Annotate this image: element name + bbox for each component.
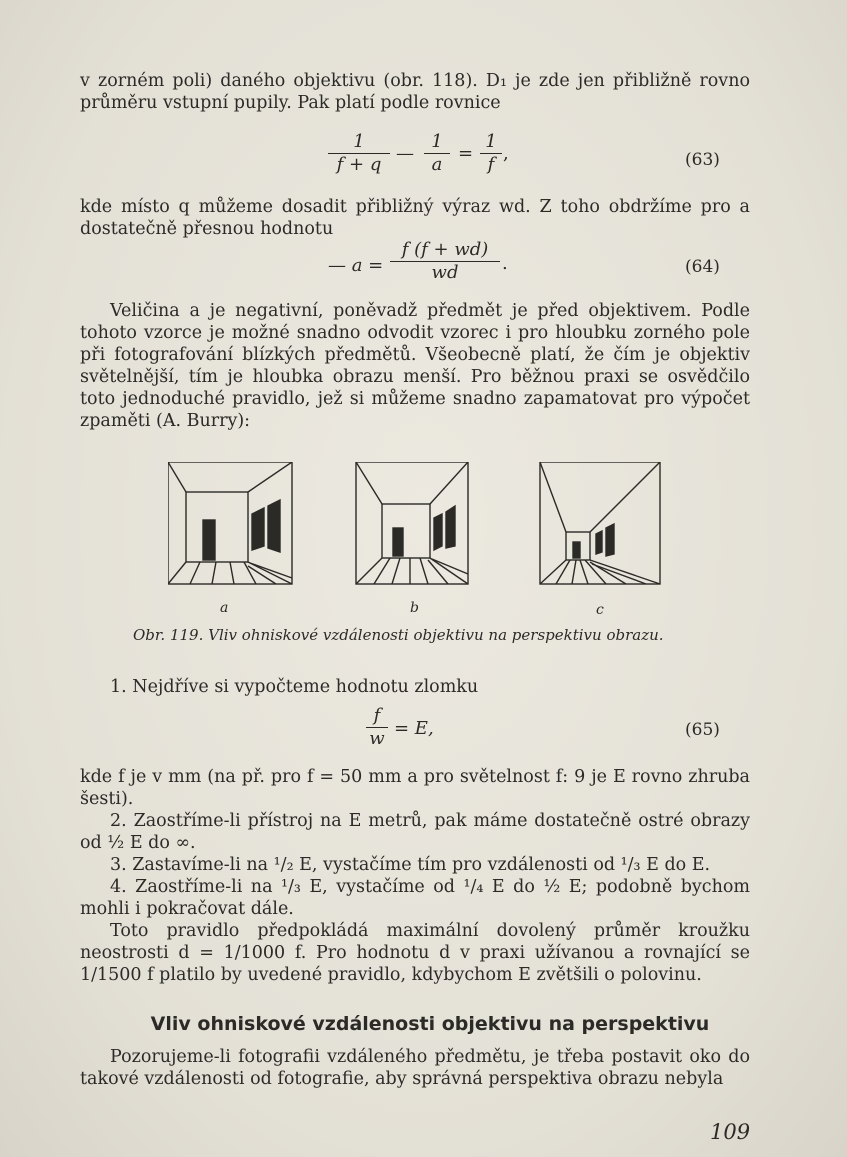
eq63-num2: 1	[424, 132, 450, 154]
room-b-illustration	[356, 462, 468, 584]
paragraph-5: Toto pravidlo předpokládá maximální dovolený průměr kroužku neostrosti d = 1/1000 f. Pro hodnotu d v praxi užívanou a rovnající se 1/1500 f platilo by uvedené pravidlo, kdybychom E zvětšili o polovinu.	[80, 921, 750, 985]
eq63-minus: —	[396, 143, 414, 164]
paragraph-6: Pozorujeme-li fotografii vzdáleného předmětu, je třeba postavit oko do takové vzdálenosti od fotografie, aby správná perspektiva obrazu nebyla	[80, 1047, 750, 1089]
page-number: 109	[710, 1120, 751, 1144]
eq63-label: (63)	[685, 150, 720, 170]
eq65-rhs: = E,	[394, 718, 434, 739]
eq63-frac2	[424, 132, 450, 176]
section-heading: Vliv ohniskové vzdálenosti objektivu na perspektivu	[150, 1013, 710, 1035]
figure-label-a: a	[220, 600, 229, 616]
eq63-frac1	[328, 132, 390, 176]
eq65-label: (65)	[685, 720, 720, 740]
room-c-illustration	[540, 462, 660, 584]
paragraph-2: kde místo q můžeme dosadit přibližný výraz wd. Z toho obdržíme pro a dostatečně přesnou hodnotu	[80, 197, 750, 239]
eq63-num1: 1	[328, 132, 390, 154]
eq63-den2: a	[431, 154, 443, 175]
eq63-equals: =	[458, 143, 474, 164]
figure-119	[168, 462, 708, 596]
eq64-label: (64)	[685, 257, 720, 277]
figure-caption: Obr. 119. Vliv ohniskové vzdálenosti objektivu na perspektivu obrazu.	[133, 626, 664, 644]
room-a-illustration	[168, 462, 292, 584]
step-1: 1. Nejdříve si vypočteme hodnotu zlomku	[110, 677, 479, 697]
eq64-lhs: — a =	[328, 255, 384, 276]
step-3: 3. Zastavíme-li na ¹/₂ E, vystačíme tím pro vzdálenosti od ¹/₃ E do E.	[110, 855, 711, 875]
paragraph-3: Veličina a je negativní, poněvadž předmět je před objektivem. Podle tohoto vzorce je možné snadno odvodit vzorec i pro hloubku zorného pole při fotografování blízkých předmětů. Všeobecně platí, že čím je objektiv světelnější, tím je hloubka obrazu menší. Pro běžnou praxi se osvědčilo toto jednoduché pravidlo, jež si můžeme snadno zapamatovat pro výpočet zpaměti (A. Burry):	[80, 301, 750, 431]
eq63-num3: 1	[480, 132, 502, 154]
eq63-frac3	[480, 132, 502, 176]
eq64-dot: .	[502, 253, 508, 274]
step-2: 2. Zaostříme-li přístroj na E metrů, pak máme dostatečně ostré obrazy od ½ E do ∞.	[80, 811, 750, 853]
step-4: 4. Zaostříme-li na ¹/₃ E, vystačíme od ¹/₄ E do ½ E; podobně bychom mohli i pokračovat dále.	[80, 877, 750, 919]
eq64-num: f (f + wd)	[390, 240, 500, 262]
eq63-den3: f	[487, 154, 495, 175]
eq64-den: wd	[431, 262, 459, 283]
eq63-den1: f + q	[336, 154, 382, 175]
eq65-den: w	[369, 728, 385, 749]
figure-label-b: b	[410, 600, 419, 616]
eq65-frac	[366, 706, 388, 750]
eq63-comma: ,	[503, 143, 509, 164]
eq65-num: f	[366, 706, 388, 728]
figure-label-c: c	[596, 602, 604, 618]
eq64-frac	[390, 240, 500, 284]
paragraph-1: v zorném poli) daného objektivu (obr. 118). D₁ je zde jen přibližně rovno průměru vstupní pupily. Pak platí podle rovnice	[80, 71, 750, 113]
perspective-figures	[168, 462, 708, 592]
paragraph-4: kde f je v mm (na př. pro f = 50 mm a pro světelnost f: 9 je E rovno zhruba šesti).	[80, 767, 750, 809]
